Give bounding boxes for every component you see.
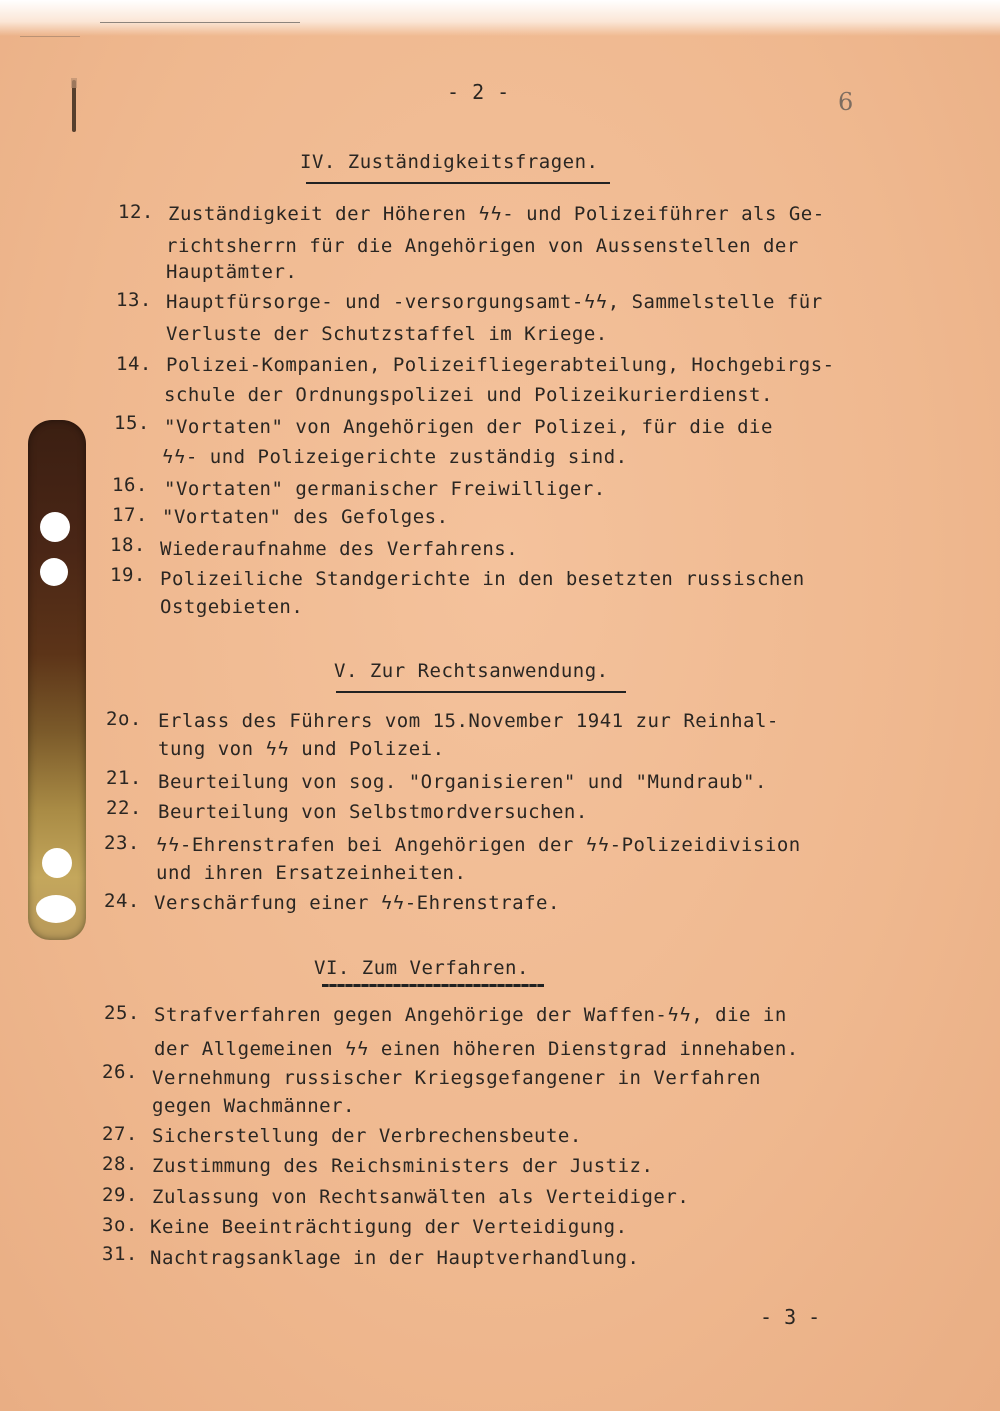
item-number: 16. [112, 474, 148, 496]
staple-mark-top [71, 78, 77, 88]
page-number: - 2 - [447, 80, 510, 104]
item-line: Vernehmung russischer Kriegsgefangener in Verfahren [152, 1067, 761, 1089]
next-page-marker: - 3 - [760, 1305, 821, 1329]
item-line: Polizeiliche Standgerichte in den besetzten russischen [160, 568, 805, 590]
item-line: Zuständigkeit der Höheren ϟϟ- und Polizeiführer als Ge- [168, 203, 825, 225]
item-line: und ihren Ersatzeinheiten. [156, 862, 467, 884]
item-line: ϟϟ- und Polizeigerichte zuständig sind. [162, 446, 628, 468]
item-line: Wiederaufnahme des Verfahrens. [160, 538, 519, 560]
item-line: Erlass des Führers vom 15.November 1941 zur Reinhal- [158, 710, 779, 732]
punch-hole-4 [36, 895, 76, 923]
item-line: Verschärfung einer ϟϟ-Ehrenstrafe. [154, 892, 560, 914]
item-number: 24. [104, 890, 140, 912]
punch-hole-2 [40, 558, 68, 586]
item-number: 22. [106, 797, 142, 819]
item-line: der Allgemeinen ϟϟ einen höheren Dienstgrad innehaben. [154, 1038, 799, 1060]
item-line: Sicherstellung der Verbrechensbeute. [152, 1125, 582, 1147]
item-line: Polizei-Kompanien, Polizeifliegerabteilung, Hochgebirgs- [166, 354, 835, 376]
heading-underline-iv [306, 182, 610, 184]
pencil-scratch [100, 22, 300, 23]
item-line: gegen Wachmänner. [152, 1095, 355, 1117]
punch-hole-3 [42, 848, 72, 878]
item-number: 25. [104, 1002, 140, 1024]
punch-hole-1 [40, 512, 70, 542]
item-number: 2o. [106, 708, 142, 730]
item-line: "Vortaten" von Angehörigen der Polizei, für die die [164, 416, 773, 438]
item-line: Verluste der Schutzstaffel im Kriege. [166, 323, 608, 345]
item-number: 15. [114, 412, 150, 434]
item-number: 21. [106, 767, 142, 789]
item-number: 28. [102, 1153, 138, 1175]
item-line: schule der Ordnungspolizei und Polizeikurierdienst. [164, 384, 773, 406]
item-number: 31. [102, 1243, 138, 1265]
item-line: Hauptämter. [166, 261, 298, 283]
section-heading-vi: VI. Zum Verfahren. [314, 957, 529, 979]
item-number: 17. [112, 504, 148, 526]
item-line: Keine Beeinträchtigung der Verteidigung. [150, 1216, 628, 1238]
item-line: "Vortaten" germanischer Freiwilliger. [164, 478, 606, 500]
item-line: Ostgebieten. [160, 596, 304, 618]
item-line: Nachtragsanklage in der Hauptverhandlung. [150, 1247, 640, 1269]
item-line: Strafverfahren gegen Angehörige der Waffen-ϟϟ, die in [154, 1004, 787, 1026]
item-line: "Vortaten" des Gefolges. [162, 506, 449, 528]
item-number: 3o. [102, 1214, 138, 1236]
item-number: 12. [118, 201, 154, 223]
pencil-scratch-2 [20, 36, 80, 37]
heading-underline-vi [322, 984, 544, 987]
item-line: Hauptfürsorge- und -versorgungsamt-ϟϟ, Sammelstelle für [166, 291, 823, 313]
item-number: 14. [116, 353, 152, 375]
heading-underline-v [336, 691, 626, 693]
item-number: 29. [102, 1184, 138, 1206]
section-heading-v: V. Zur Rechtsanwendung. [334, 660, 609, 682]
item-line: Zulassung von Rechtsanwälten als Verteidiger. [152, 1186, 690, 1208]
item-number: 23. [104, 832, 140, 854]
section-heading-iv: IV. Zuständigkeitsfragen. [300, 151, 599, 173]
item-line: tung von ϟϟ und Polizei. [158, 738, 445, 760]
paper-top-edge [0, 0, 1000, 36]
item-number: 13. [116, 289, 152, 311]
item-number: 26. [102, 1061, 138, 1083]
item-line: Zustimmung des Reichsministers der Justiz. [152, 1155, 654, 1177]
item-line: Beurteilung von Selbstmordversuchen. [158, 801, 588, 823]
item-number: 19. [110, 564, 146, 586]
corner-mark: 6 [838, 88, 854, 116]
item-line: Beurteilung von sog. "Organisieren" und "Mundraub". [158, 771, 767, 793]
item-number: 27. [102, 1123, 138, 1145]
item-number: 18. [110, 534, 146, 556]
item-line: ϟϟ-Ehrenstrafen bei Angehörigen der ϟϟ-Polizeidivision [156, 834, 801, 856]
item-line: richtsherrn für die Angehörigen von Aussenstellen der [166, 235, 799, 257]
